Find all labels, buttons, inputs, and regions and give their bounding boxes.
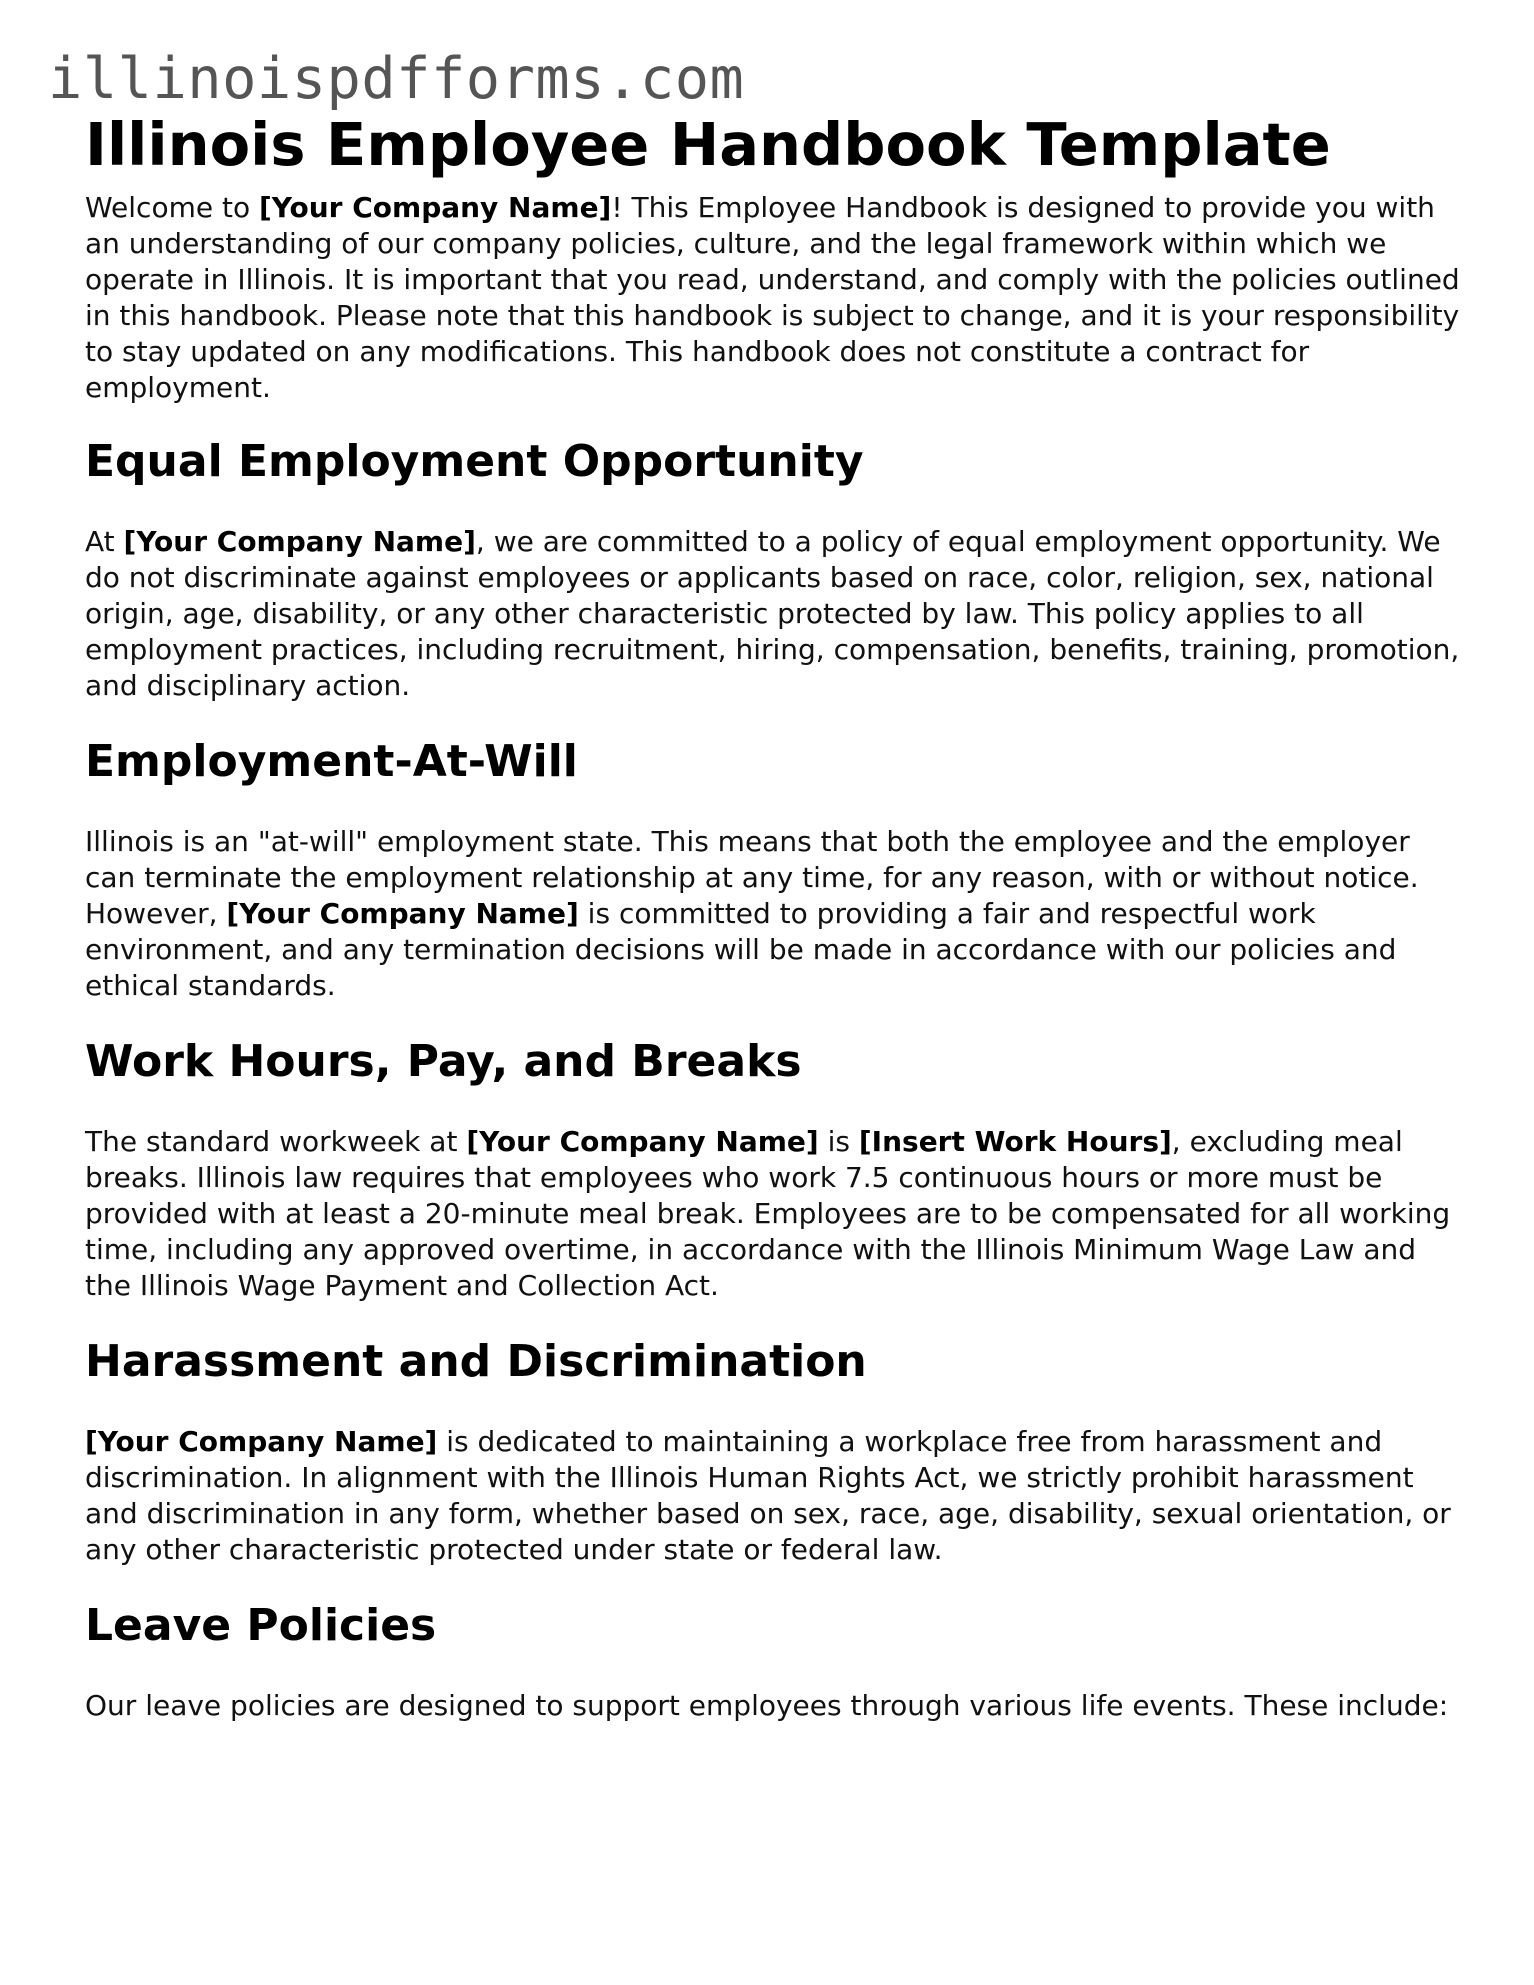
paragraph-employment-at-will <box>85 824 1465 1004</box>
company-name-placeholder: [Your Company Name] <box>85 1425 438 1458</box>
company-name-placeholder: [Your Company Name] <box>259 191 612 224</box>
work-hours-placeholder: [Insert Work Hours] <box>858 1125 1172 1158</box>
paragraph-harassment-discrimination <box>85 1424 1465 1568</box>
heading-work-hours-pay-breaks: Work Hours, Pay, and Breaks <box>85 1036 802 1087</box>
harassment-text-1: is dedicated to maintaining a workplace free from harassment and discrimination. In alignment with the Illinois Human Rights Act, we strictly prohibit harassment and discrimination in any form, whether based on sex, race, age, disability, sexual orientation, or any other characteristic protected under state or federal law. <box>85 1425 1451 1566</box>
company-name-placeholder: [Your Company Name] <box>466 1125 819 1158</box>
heading-harassment-discrimination: Harassment and Discrimination <box>85 1336 867 1387</box>
heading-equal-employment-opportunity: Equal Employment Opportunity <box>85 436 864 487</box>
company-name-placeholder: [Your Company Name] <box>123 525 476 558</box>
hours-text-3: , excluding meal breaks. Illinois law requires that employees who work 7.5 continuous hours or more must be provided with at least a 20-minute meal break. Employees are to be compensated for all working time, including any approved overtime, in accordance with the Illinois Minimum Wage Law and the Illinois Wage Payment and Collection Act. <box>85 1125 1451 1302</box>
at-will-text-2: is committed to providing a fair and respectful work environment, and any termination decisions will be made in accordance with our policies and ethical standards. <box>85 897 1397 1002</box>
intro-text-2: ! This Employee Handbook is designed to provide you with an understanding of our company policies, culture, and the legal framework within which we operate in Illinois. It is important that you read, understand, and comply with the policies outlined in this handbook. Please note that this handbook is subject to change, and it is your responsibility to stay updated on any modifications. This handbook does not constitute a contract for employment. <box>85 191 1460 404</box>
hours-text-1: The standard workweek at <box>85 1125 467 1158</box>
hours-text-2: is <box>818 1125 859 1158</box>
intro-paragraph <box>85 190 1465 406</box>
at-will-text-1: Illinois is an "at-will" employment state. This means that both the employee and the employer can terminate the employment relationship at any time, for any reason, with or without notice. However, <box>85 825 1419 930</box>
company-name-placeholder: [Your Company Name] <box>226 897 579 930</box>
eeo-text-2: , we are committed to a policy of equal employment opportunity. We do not discriminate against employees or applicants based on race, color, religion, sex, national origin, age, disability, or any other characteristic protected by law. This policy applies to all employment practices, including recruitment, hiring, compensation, benefits, training, promotion, and disciplinary action. <box>85 525 1460 702</box>
paragraph-work-hours-pay-breaks <box>85 1124 1465 1304</box>
watermark: illinoispdfforms.com <box>48 46 745 112</box>
leave-text-1: Our leave policies are designed to support employees through various life events. These include: <box>85 1689 1449 1722</box>
intro-text-1: Welcome to <box>85 191 259 224</box>
document-title: Illinois Employee Handbook Template <box>85 110 1331 179</box>
eeo-text-1: At <box>85 525 124 558</box>
paragraph-equal-employment-opportunity <box>85 524 1465 704</box>
paragraph-leave-policies <box>85 1688 1465 1724</box>
document-body <box>85 100 1465 1724</box>
heading-leave-policies: Leave Policies <box>85 1600 437 1651</box>
heading-employment-at-will: Employment-At-Will <box>85 736 578 787</box>
